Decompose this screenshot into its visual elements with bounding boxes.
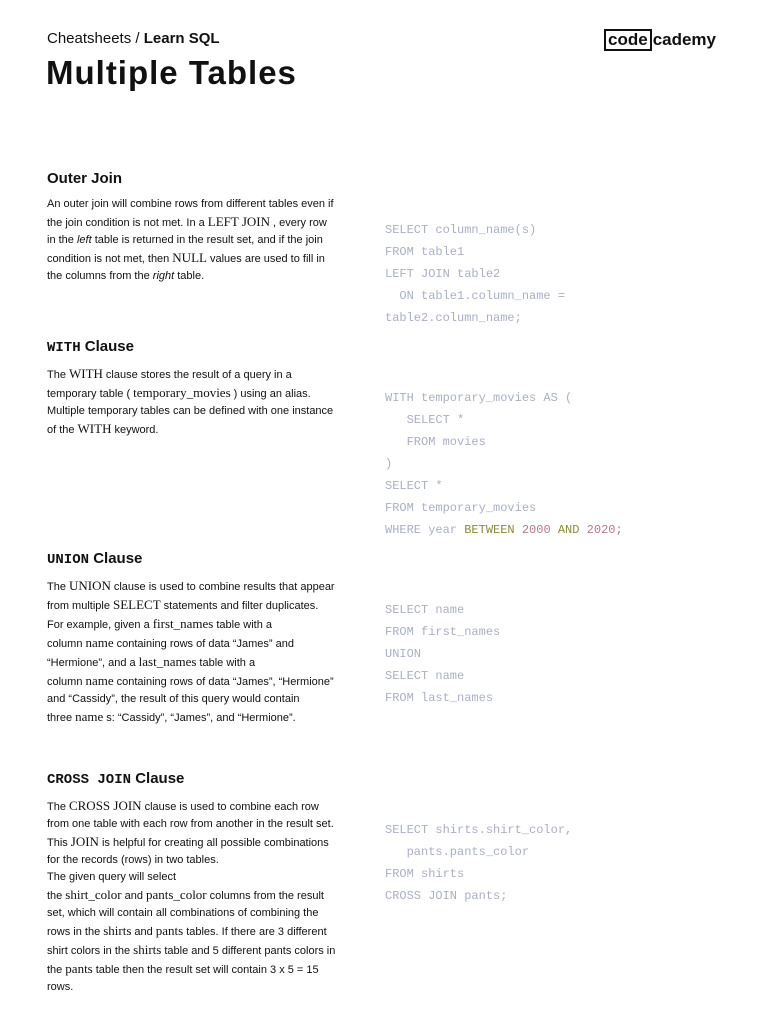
- code-line: FROM shirts: [385, 867, 465, 881]
- code-line: ON table1.column_name =: [385, 289, 566, 303]
- logo-box-text: code: [604, 29, 652, 51]
- cross-join-clause-code-block: [385, 797, 572, 907]
- code-keyword: pants: [65, 961, 93, 976]
- breadcrumb-parent[interactable]: Cheatsheets /: [47, 30, 140, 47]
- code-keyword: temporary_movies: [133, 385, 231, 400]
- cross-join-clause-title: CROSS JOIN Clause: [47, 770, 185, 788]
- code-keyword: pants: [155, 923, 184, 938]
- code-line: FROM movies: [385, 435, 486, 449]
- code-keyword: CROSS JOIN: [68, 798, 142, 813]
- breadcrumb-current[interactable]: Learn SQL: [143, 30, 220, 47]
- with-clause-description: The WITH clause stores the result of a query in a temporary table ( temporary_movies ) using an alias. Multiple temporary tables can be defined with one instance of the WITH keyword.: [47, 366, 334, 436]
- code-keyword: first_names: [152, 616, 214, 631]
- code-line: SELECT name: [385, 669, 465, 683]
- cross-join-clause-description: The CROSS JOIN clause is used to combine each row from one table with each row from another in the result set. This JOIN is helpful for creating all possible combinations for the records (rows) in two tables. The given query will select the shirt_color and pants_color columns from the result set, which will contain all combinations of combining the rows in the shirts and pants tables. If there are 3 different shirt colors in the shirts table and 5 different pants colors in the pants table then the result set will contain 3 x 5 = 15 rows.: [47, 798, 336, 993]
- code-line: UNION: [385, 647, 422, 661]
- outer-join-title: Outer Join: [47, 170, 123, 187]
- code-line: FROM last_names: [385, 691, 494, 705]
- code-keyword: SELECT: [112, 597, 161, 612]
- code-line: WITH temporary_movies AS (: [385, 391, 573, 405]
- code-line: ): [385, 457, 393, 471]
- page-title: Multiple Tables: [46, 54, 297, 91]
- code-keyword: name: [75, 709, 104, 724]
- code-line: LEFT JOIN table2: [385, 267, 501, 281]
- code-line: FROM table1: [385, 245, 465, 259]
- logo-rest-text: cademy: [652, 30, 717, 49]
- code-keyword: UNION: [68, 578, 111, 593]
- union-clause-description: The UNION clause is used to combine results that appear from multiple SELECT statements and filter duplicates. For example, given a first_names table with a column name containing rows of data “James” and “Hermione”, and a last_names table with a column name containing rows of data “James”, “Hermione” and “Cassidy”, the result of this query would contain three name s: “Cassidy”, “James”, and “Hermione”.: [47, 578, 335, 724]
- code-keyword: last_names: [138, 654, 197, 669]
- code-line: SELECT *: [385, 479, 443, 493]
- breadcrumb: [47, 30, 220, 47]
- code-line: SELECT *: [385, 413, 465, 427]
- outer-join-code-block: [385, 197, 565, 329]
- code-line: CROSS JOIN pants;: [385, 889, 508, 903]
- code-keyword: name: [85, 635, 114, 650]
- code-line: SELECT name: [385, 603, 465, 617]
- code-keyword: name: [85, 673, 114, 688]
- code-line: SELECT column_name(s): [385, 223, 537, 237]
- with-clause-title: WITH Clause: [47, 338, 134, 356]
- code-keyword: WITH: [77, 421, 112, 436]
- codecademy-logo[interactable]: [604, 29, 716, 51]
- union-clause-title: UNION Clause: [47, 550, 143, 568]
- code-line: pants.pants_color: [385, 845, 530, 859]
- with-clause-code-block: [385, 365, 623, 541]
- code-line: FROM first_names: [385, 625, 501, 639]
- code-line: FROM temporary_movies: [385, 501, 537, 515]
- code-keyword: shirts: [133, 942, 162, 957]
- code-keyword: JOIN: [70, 834, 99, 849]
- code-keyword: WITH: [68, 366, 103, 381]
- code-keyword: pants_color: [145, 887, 207, 902]
- code-line: table2.column_name;: [385, 311, 522, 325]
- code-keyword: NULL: [172, 250, 207, 265]
- code-keyword: LEFT JOIN: [207, 214, 270, 229]
- code-line: SELECT shirts.shirt_color,: [385, 823, 573, 837]
- code-keyword: shirts: [103, 923, 132, 938]
- outer-join-description: An outer join will combine rows from different tables even if the join condition is not met. In a LEFT JOIN , every row in the left table is returned in the result set, and if the join condition is not met, then NULL values are used to fill in the columns from the right table.: [47, 198, 334, 282]
- code-line: WHERE year BETWEEN 2000 AND 2020;: [385, 523, 623, 537]
- code-keyword: shirt_color: [65, 887, 122, 902]
- union-clause-code-block: [385, 577, 500, 709]
